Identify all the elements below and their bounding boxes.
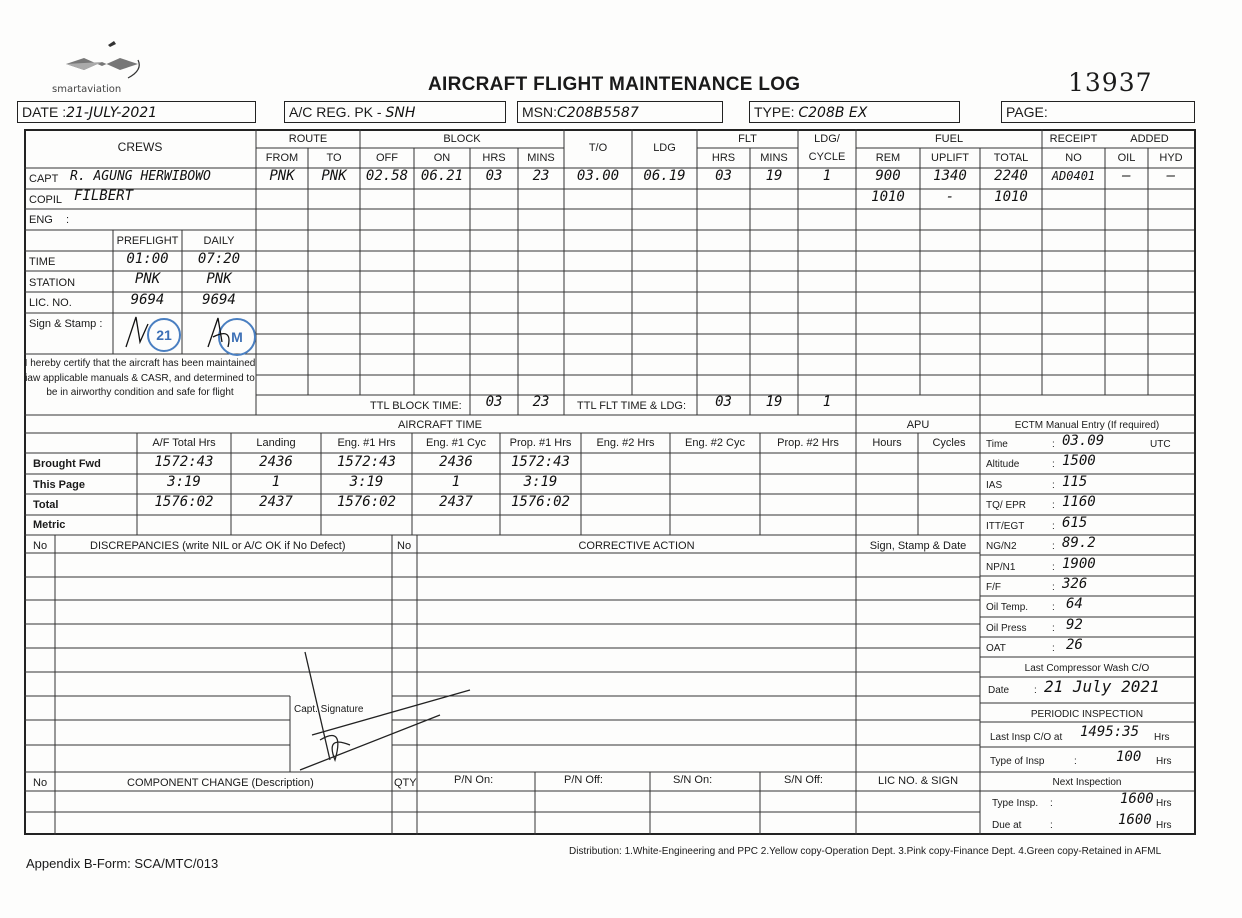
af-total-hrs-header: A/F Total Hrs: [152, 437, 216, 449]
type-insp-value[interactable]: 100: [1116, 749, 1142, 765]
tp-af-total[interactable]: 3:19: [167, 474, 201, 490]
landing-col-header: Landing: [256, 437, 296, 449]
daily-stamp: M: [218, 318, 256, 356]
type-insp-label: Type of Insp: [990, 756, 1045, 767]
tot-af-total[interactable]: 1576:02: [154, 494, 214, 510]
serial-number: 13937: [1068, 68, 1153, 97]
reg-label: A/C REG. PK -: [289, 104, 382, 120]
this-page-label: This Page: [33, 479, 85, 491]
date-label: DATE :: [22, 104, 67, 120]
next-type-hrs: Hrs: [1156, 798, 1172, 809]
page-label: PAGE:: [1006, 104, 1048, 120]
date-value: 21-JULY-2021: [66, 105, 158, 121]
uplift-header: UPLIFT: [931, 152, 969, 164]
aircraft-time-header: AIRCRAFT TIME: [398, 419, 482, 431]
receipt-header: RECEIPT: [1049, 133, 1098, 145]
next-type-colon: :: [1050, 798, 1053, 809]
ectm-oat-label: OAT: [986, 643, 1006, 654]
msn-label: MSN:: [522, 104, 557, 120]
fuel-uplift[interactable]: 1340: [933, 168, 967, 184]
block-hrs-header: HRS: [482, 152, 506, 164]
oil-added[interactable]: —: [1122, 168, 1131, 184]
component-change-header: COMPONENT CHANGE (Description): [127, 777, 314, 789]
certification-text: I hereby certify that the aircraft has been maintained iaw applicable manuals & CASR, and determined to be in airworthy condition and safe for flight: [24, 358, 256, 398]
type-label: TYPE:: [754, 104, 795, 120]
sign-stamp-date-header: Sign, Stamp & Date: [869, 540, 967, 552]
landing-time[interactable]: 06.19: [643, 168, 686, 184]
ectm-utc: UTC: [1150, 439, 1171, 450]
last-insp-label: Last Insp C/O at: [990, 732, 1063, 743]
next-type-label: Type Insp.: [992, 798, 1039, 809]
block-header: BLOCK: [443, 133, 481, 145]
tot-eng1-cyc[interactable]: 2437: [439, 494, 473, 510]
total-header: TOTAL: [993, 152, 1029, 164]
takeoff-time[interactable]: 03.00: [576, 168, 620, 184]
ectm-colon: :: [1052, 500, 1055, 511]
preflight-lic[interactable]: 9694: [130, 292, 165, 308]
ectm-oil-temp-label: Oil Temp.: [986, 602, 1029, 613]
preflight-header: PREFLIGHT: [116, 235, 179, 247]
block-on[interactable]: 06.21: [420, 168, 464, 184]
discrepancies-header: DISCREPANCIES (write NIL or A/C OK if No Defect): [90, 540, 346, 552]
rem-header: REM: [875, 152, 901, 164]
ttl-block-label: TTL BLOCK TIME:: [370, 400, 462, 412]
apu-header: APU: [906, 419, 930, 431]
flt-mins-header: MINS: [760, 152, 788, 164]
due-at-label: Due at: [992, 820, 1022, 831]
oil-header: OIL: [1117, 152, 1136, 164]
fuel-rem-2[interactable]: 1010: [871, 189, 905, 205]
ectm-np-value[interactable]: 1900: [1062, 556, 1096, 572]
ectm-colon: :: [1052, 643, 1055, 654]
sn-off-header: S/N Off:: [784, 774, 823, 786]
receipt-no[interactable]: AD0401: [1051, 169, 1096, 183]
ttl-flt-hrs[interactable]: 03: [715, 394, 732, 410]
msn-value: C208B5587: [557, 105, 639, 121]
fuel-total-2[interactable]: 1010: [994, 189, 1028, 205]
copil-label: COPIL: [29, 194, 63, 206]
ectm-altitude-value[interactable]: 1500: [1062, 453, 1096, 469]
brought-fwd-label: Brought Fwd: [33, 458, 101, 470]
eng-colon: :: [66, 214, 70, 226]
sign-stamp-label: Sign & Stamp :: [29, 318, 103, 330]
eng1-cyc-header: Eng. #1 Cyc: [426, 437, 486, 449]
ectm-oil-temp-value[interactable]: 64: [1066, 596, 1083, 612]
pn-off-header: P/N Off:: [564, 774, 603, 786]
ectm-time-label: Time: [986, 439, 1008, 450]
ectm-itt-label: ITT/EGT: [986, 521, 1025, 532]
bf-prop1-hrs[interactable]: 1572:43: [510, 454, 570, 470]
route-header: ROUTE: [288, 133, 328, 145]
ectm-colon: :: [1052, 480, 1055, 491]
hyd-added[interactable]: —: [1166, 168, 1176, 184]
reg-value: SNH: [385, 105, 416, 121]
tp-eng1-cyc[interactable]: 1: [451, 474, 461, 490]
off-header: OFF: [376, 152, 398, 164]
pn-on-header: P/N On:: [454, 774, 494, 786]
daily-lic[interactable]: 9694: [202, 292, 236, 308]
ectm-tq-value[interactable]: 1160: [1062, 494, 1096, 510]
hyd-header: HYD: [1159, 152, 1183, 164]
ectm-itt-value[interactable]: 615: [1062, 515, 1088, 531]
copil-name[interactable]: FILBERT: [74, 188, 134, 204]
signature-scribble-icon: [118, 312, 253, 354]
flt-mins[interactable]: 19: [765, 168, 783, 184]
ectm-np-label: NP/N1: [986, 562, 1016, 573]
daily-station[interactable]: PNK: [206, 271, 232, 287]
lic-label: LIC. NO.: [29, 297, 72, 309]
block-mins[interactable]: 23: [532, 168, 550, 184]
due-at-colon: :: [1050, 820, 1053, 831]
ectm-colon: :: [1052, 602, 1055, 613]
eng2-cyc-header: Eng. #2 Cyc: [685, 437, 745, 449]
ldg-cycle-header-1: LDG/: [814, 133, 840, 145]
ttl-flt-label: TTL FLT TIME & LDG:: [577, 400, 687, 412]
block-hrs[interactable]: 03: [485, 168, 503, 184]
apu-cycles-header: Cycles: [932, 437, 966, 449]
preflight-stamp: 21: [147, 318, 181, 352]
bf-landing[interactable]: 2436: [259, 454, 293, 470]
last-insp-value[interactable]: 1495:35: [1080, 724, 1140, 740]
fuel-header: FUEL: [934, 133, 964, 145]
wash-date-label: Date: [988, 685, 1010, 696]
ectm-ff-value[interactable]: 326: [1062, 576, 1088, 592]
flt-hrs[interactable]: 03: [715, 168, 732, 184]
station-label: STATION: [29, 277, 76, 289]
to-time-header: T/O: [588, 142, 608, 154]
ectm-colon: :: [1052, 439, 1055, 450]
flt-header: FLT: [738, 133, 757, 145]
ectm-ias-label: IAS: [986, 480, 1003, 491]
metric-label: Metric: [33, 519, 66, 531]
ldg-cycle-header-2: CYCLE: [808, 151, 846, 163]
compressor-wash-label: Last Compressor Wash C/O: [1024, 663, 1150, 674]
bf-eng1-hrs[interactable]: 1572:43: [336, 454, 396, 470]
ectm-ff-label: F/F: [986, 582, 1001, 593]
wash-colon: :: [1034, 685, 1037, 696]
type-value: C208B EX: [798, 105, 868, 121]
periodic-inspection-label: PERIODIC INSPECTION: [1030, 709, 1144, 720]
flight-from[interactable]: PNK: [269, 168, 295, 184]
ectm-colon: :: [1052, 521, 1055, 532]
block-mins-header: MINS: [527, 152, 555, 164]
tot-prop1-hrs[interactable]: 1576:02: [510, 494, 570, 510]
fuel-uplift-2[interactable]: -: [945, 189, 955, 205]
last-insp-hrs: Hrs: [1154, 732, 1170, 743]
receipt-no-header: NO: [1065, 152, 1082, 164]
preflight-time-label: TIME: [29, 256, 56, 268]
fuel-rem[interactable]: 900: [875, 168, 901, 184]
type-insp-hrs: Hrs: [1156, 756, 1172, 767]
disc-no-header: No: [33, 540, 48, 552]
on-header: ON: [433, 152, 451, 164]
due-at-value[interactable]: 1600: [1118, 812, 1152, 828]
sn-on-header: S/N On:: [673, 774, 713, 786]
from-header: FROM: [265, 152, 299, 164]
fuel-total[interactable]: 2240: [994, 168, 1028, 184]
ectm-oat-value[interactable]: 26: [1066, 637, 1083, 653]
ectm-ng-value[interactable]: 89.2: [1062, 535, 1096, 551]
ttl-block-mins[interactable]: 23: [532, 394, 550, 410]
ectm-oil-press-value[interactable]: 92: [1066, 617, 1083, 633]
ectm-ng-label: NG/N2: [986, 541, 1017, 552]
lic-sign-header: LIC NO. & SIGN: [877, 775, 959, 787]
eng2-hrs-header: Eng. #2 Hrs: [596, 437, 655, 449]
tot-eng1-hrs[interactable]: 1576:02: [336, 494, 396, 510]
ectm-colon: :: [1052, 623, 1055, 634]
next-type-value[interactable]: 1600: [1120, 791, 1154, 807]
appendix-label: Appendix B-Form: SCA/MTC/013: [26, 856, 219, 871]
tp-landing[interactable]: 1: [271, 474, 281, 490]
comp-no-header: No: [33, 777, 48, 789]
ectm-ias-value[interactable]: 115: [1062, 474, 1088, 490]
tp-prop1-hrs[interactable]: 3:19: [523, 474, 558, 490]
wash-date-value[interactable]: 21 July 2021: [1044, 677, 1160, 696]
added-header: ADDED: [1130, 133, 1169, 145]
ectm-colon: :: [1052, 459, 1055, 470]
ttl-flt-mins[interactable]: 19: [765, 394, 783, 410]
corrective-action-header: CORRECTIVE ACTION: [578, 540, 695, 552]
ectm-tq-label: TQ/ EPR: [986, 500, 1027, 511]
qty-header: QTY: [394, 777, 417, 789]
prop1-hrs-header: Prop. #1 Hrs: [509, 437, 572, 449]
bf-eng1-cyc[interactable]: 2436: [439, 454, 473, 470]
flt-hrs-header: HRS: [711, 152, 736, 164]
ectm-colon: :: [1052, 582, 1055, 593]
eng1-hrs-header: Eng. #1 Hrs: [337, 437, 396, 449]
corrective-no-header: No: [397, 540, 412, 552]
ectm-header: ECTM Manual Entry (If required): [1014, 420, 1160, 431]
tp-eng1-hrs[interactable]: 3:19: [349, 474, 384, 490]
ectm-time-value[interactable]: 03.09: [1062, 433, 1105, 449]
capt-signature-label: Capt. Signature: [294, 704, 364, 715]
type-insp-colon: :: [1074, 756, 1077, 767]
crews-header: CREWS: [117, 140, 163, 154]
daily-time[interactable]: 07:20: [197, 251, 241, 267]
block-off[interactable]: 02.58: [365, 168, 409, 184]
ectm-colon: :: [1052, 541, 1055, 552]
next-inspection-label: Next Inspection: [1052, 777, 1122, 788]
to-header: TO: [326, 152, 342, 164]
prop2-hrs-header: Prop. #2 Hrs: [777, 437, 839, 449]
total-label: Total: [33, 499, 59, 511]
capt-label: CAPT: [29, 173, 59, 185]
ectm-oil-press-label: Oil Press: [986, 623, 1027, 634]
logo-text: smartaviation: [52, 84, 122, 95]
flight-to[interactable]: PNK: [321, 168, 347, 184]
ldg-header: LDG: [653, 142, 676, 154]
preflight-station[interactable]: PNK: [134, 271, 161, 287]
bf-af-total[interactable]: 1572:43: [154, 454, 214, 470]
preflight-time[interactable]: 01:00: [126, 251, 169, 267]
due-at-hrs: Hrs: [1156, 820, 1172, 831]
ldg-cycle[interactable]: 1: [822, 168, 832, 184]
ttl-block-hrs[interactable]: 03: [485, 394, 503, 410]
apu-hours-header: Hours: [872, 437, 902, 449]
ttl-ldg[interactable]: 1: [822, 394, 832, 410]
ectm-colon: :: [1052, 562, 1055, 573]
distribution-note: Distribution: 1.White-Engineering and PPC 2.Yellow copy-Operation Dept. 3.Pink copy-Finance Dept. 4.Green copy-Retained in AFML: [569, 846, 1162, 857]
form-title: AIRCRAFT FLIGHT MAINTENANCE LOG: [428, 74, 801, 95]
ectm-altitude-label: Altitude: [986, 459, 1020, 470]
capt-name[interactable]: R. AGUNG HERWIBOWO: [70, 169, 211, 184]
eng-label: ENG: [29, 214, 53, 226]
daily-header: DAILY: [203, 235, 235, 247]
tot-landing[interactable]: 2437: [259, 494, 293, 510]
